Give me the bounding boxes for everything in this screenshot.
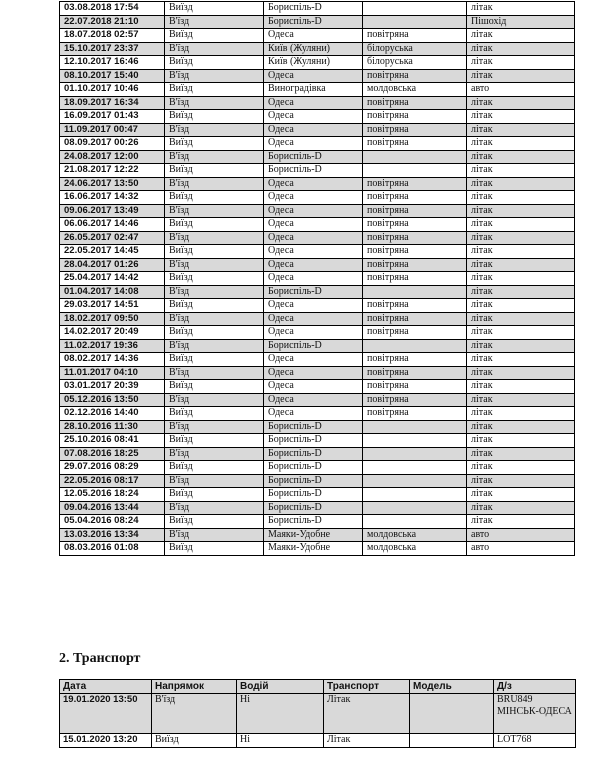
transport-direction-cell: В'їзд	[152, 694, 237, 734]
crossing-row	[60, 164, 575, 178]
crossing-direction-cell: Виїзд	[165, 56, 264, 70]
crossing-checkpoint-cell: Одеса	[264, 312, 363, 326]
crossing-datetime-cell: 21.08.2017 12:22	[60, 164, 165, 178]
crossing-row	[60, 123, 575, 137]
crossing-row	[60, 312, 575, 326]
crossing-direction-cell: В'їзд	[165, 123, 264, 137]
crossing-transport-cell: літак	[467, 420, 575, 434]
crossing-transport-cell: літак	[467, 69, 575, 83]
crossing-direction-cell: Виїзд	[165, 164, 264, 178]
transport-plate-cell: BRU849 МІНСЬК-ОДЕСА	[494, 694, 576, 734]
crossing-border-type-cell	[363, 434, 467, 448]
transport-row	[60, 734, 576, 748]
crossing-checkpoint-cell: Одеса	[264, 380, 363, 394]
crossing-checkpoint-cell: Бориспіль-D	[264, 2, 363, 16]
crossing-checkpoint-cell: Бориспіль-D	[264, 447, 363, 461]
crossing-datetime-cell: 11.02.2017 19:36	[60, 339, 165, 353]
crossing-border-type-cell	[363, 15, 467, 29]
crossing-direction-cell: Виїзд	[165, 488, 264, 502]
transport-model-cell	[410, 734, 494, 748]
crossing-row	[60, 501, 575, 515]
border-crossings-body	[60, 2, 575, 556]
crossing-datetime-cell: 13.03.2016 13:34	[60, 528, 165, 542]
crossing-row	[60, 29, 575, 43]
crossing-row	[60, 177, 575, 191]
crossing-datetime-cell: 25.04.2017 14:42	[60, 272, 165, 286]
crossing-datetime-cell: 08.10.2017 15:40	[60, 69, 165, 83]
crossing-transport-cell: літак	[467, 461, 575, 475]
crossing-datetime-cell: 02.12.2016 14:40	[60, 407, 165, 421]
crossing-border-type-cell	[363, 474, 467, 488]
crossing-row	[60, 96, 575, 110]
crossing-datetime-cell: 08.03.2016 01:08	[60, 542, 165, 556]
crossing-row	[60, 42, 575, 56]
crossing-transport-cell: літак	[467, 137, 575, 151]
crossing-transport-cell: літак	[467, 366, 575, 380]
crossing-datetime-cell: 18.09.2017 16:34	[60, 96, 165, 110]
crossing-datetime-cell: 18.07.2018 02:57	[60, 29, 165, 43]
crossing-border-type-cell	[363, 447, 467, 461]
crossing-transport-cell: літак	[467, 191, 575, 205]
transport-transport-cell: Літак	[324, 734, 410, 748]
transport-date-cell: 19.01.2020 13:50	[60, 694, 152, 734]
crossing-datetime-cell: 05.04.2016 08:24	[60, 515, 165, 529]
crossing-border-type-cell: білоруська	[363, 42, 467, 56]
transport-section-heading: 2. Транспорт	[59, 651, 141, 666]
crossing-row	[60, 83, 575, 97]
crossing-checkpoint-cell: Одеса	[264, 191, 363, 205]
crossing-direction-cell: В'їзд	[165, 258, 264, 272]
crossing-border-type-cell: повітряна	[363, 353, 467, 367]
crossing-direction-cell: Виїзд	[165, 326, 264, 340]
crossing-checkpoint-cell: Одеса	[264, 299, 363, 313]
transport-driver-cell: Ні	[237, 734, 324, 748]
crossing-transport-cell: літак	[467, 231, 575, 245]
crossing-direction-cell: В'їзд	[165, 420, 264, 434]
crossing-row	[60, 137, 575, 151]
crossing-direction-cell: Виїзд	[165, 515, 264, 529]
crossing-row	[60, 339, 575, 353]
crossing-row	[60, 461, 575, 475]
crossing-border-type-cell: повітряна	[363, 366, 467, 380]
crossing-checkpoint-cell: Одеса	[264, 272, 363, 286]
crossing-direction-cell: В'їзд	[165, 312, 264, 326]
crossing-direction-cell: Виїзд	[165, 83, 264, 97]
crossing-border-type-cell: повітряна	[363, 393, 467, 407]
crossing-direction-cell: Виїзд	[165, 245, 264, 259]
crossing-transport-cell: літак	[467, 326, 575, 340]
crossing-direction-cell: В'їзд	[165, 69, 264, 83]
crossing-row	[60, 258, 575, 272]
crossing-row	[60, 218, 575, 232]
crossing-row	[60, 447, 575, 461]
crossing-border-type-cell: повітряна	[363, 69, 467, 83]
crossing-datetime-cell: 24.08.2017 12:00	[60, 150, 165, 164]
crossing-row	[60, 326, 575, 340]
crossing-row	[60, 245, 575, 259]
crossing-border-type-cell: молдовська	[363, 528, 467, 542]
crossing-direction-cell: В'їзд	[165, 339, 264, 353]
crossing-checkpoint-cell: Бориспіль-D	[264, 150, 363, 164]
crossing-border-type-cell: повітряна	[363, 191, 467, 205]
crossing-checkpoint-cell: Маяки-Удобне	[264, 542, 363, 556]
crossing-datetime-cell: 12.05.2016 18:24	[60, 488, 165, 502]
crossing-checkpoint-cell: Бориспіль-D	[264, 15, 363, 29]
crossing-row	[60, 380, 575, 394]
crossing-row	[60, 474, 575, 488]
crossing-checkpoint-cell: Одеса	[264, 407, 363, 421]
crossing-row	[60, 434, 575, 448]
crossing-border-type-cell: білоруська	[363, 56, 467, 70]
crossing-transport-cell: літак	[467, 474, 575, 488]
crossing-transport-cell: літак	[467, 150, 575, 164]
crossing-transport-cell: літак	[467, 42, 575, 56]
crossing-datetime-cell: 25.10.2016 08:41	[60, 434, 165, 448]
crossing-checkpoint-cell: Бориспіль-D	[264, 339, 363, 353]
crossing-datetime-cell: 12.10.2017 16:46	[60, 56, 165, 70]
crossing-direction-cell: Виїзд	[165, 380, 264, 394]
transport-plate-cell: LOT768	[494, 734, 576, 748]
transport-model-cell	[410, 694, 494, 734]
crossing-row	[60, 515, 575, 529]
crossing-transport-cell: літак	[467, 2, 575, 16]
crossing-checkpoint-cell: Одеса	[264, 204, 363, 218]
crossing-transport-cell: літак	[467, 258, 575, 272]
crossing-datetime-cell: 09.04.2016 13:44	[60, 501, 165, 515]
crossing-border-type-cell	[363, 164, 467, 178]
crossing-row	[60, 191, 575, 205]
crossing-row	[60, 15, 575, 29]
crossing-row	[60, 488, 575, 502]
crossing-border-type-cell: повітряна	[363, 380, 467, 394]
crossing-transport-cell: літак	[467, 204, 575, 218]
crossing-datetime-cell: 14.02.2017 20:49	[60, 326, 165, 340]
crossing-datetime-cell: 16.09.2017 01:43	[60, 110, 165, 124]
crossing-datetime-cell: 01.04.2017 14:08	[60, 285, 165, 299]
crossing-row	[60, 407, 575, 421]
crossing-row	[60, 299, 575, 313]
crossing-direction-cell: В'їзд	[165, 447, 264, 461]
crossing-checkpoint-cell: Бориспіль-D	[264, 164, 363, 178]
crossing-direction-cell: Виїзд	[165, 29, 264, 43]
crossing-border-type-cell	[363, 488, 467, 502]
crossing-transport-cell: Пішохід	[467, 15, 575, 29]
transport-table	[59, 679, 576, 748]
crossing-datetime-cell: 03.08.2018 17:54	[60, 2, 165, 16]
crossing-direction-cell: Виїзд	[165, 407, 264, 421]
crossing-border-type-cell: повітряна	[363, 407, 467, 421]
crossing-border-type-cell	[363, 285, 467, 299]
crossing-datetime-cell: 22.05.2017 14:45	[60, 245, 165, 259]
crossing-border-type-cell	[363, 461, 467, 475]
crossing-transport-cell: літак	[467, 353, 575, 367]
crossing-direction-cell: Виїзд	[165, 434, 264, 448]
crossing-transport-cell: літак	[467, 272, 575, 286]
crossing-row	[60, 2, 575, 16]
crossing-border-type-cell: повітряна	[363, 326, 467, 340]
crossing-direction-cell: В'їзд	[165, 204, 264, 218]
crossing-checkpoint-cell: Одеса	[264, 366, 363, 380]
crossing-border-type-cell: повітряна	[363, 245, 467, 259]
crossing-datetime-cell: 15.10.2017 23:37	[60, 42, 165, 56]
crossing-datetime-cell: 07.08.2016 18:25	[60, 447, 165, 461]
crossing-transport-cell: авто	[467, 542, 575, 556]
crossing-checkpoint-cell: Бориспіль-D	[264, 434, 363, 448]
crossing-datetime-cell: 28.10.2016 11:30	[60, 420, 165, 434]
transport-header-row	[60, 680, 576, 694]
crossing-transport-cell: літак	[467, 245, 575, 259]
crossing-row	[60, 150, 575, 164]
crossing-datetime-cell: 03.01.2017 20:39	[60, 380, 165, 394]
crossing-datetime-cell: 01.10.2017 10:46	[60, 83, 165, 97]
crossing-checkpoint-cell: Одеса	[264, 231, 363, 245]
crossing-transport-cell: літак	[467, 29, 575, 43]
crossing-direction-cell: В'їзд	[165, 150, 264, 164]
crossing-checkpoint-cell: Одеса	[264, 69, 363, 83]
crossing-checkpoint-cell: Одеса	[264, 29, 363, 43]
crossing-datetime-cell: 16.06.2017 14:32	[60, 191, 165, 205]
crossing-checkpoint-cell: Одеса	[264, 393, 363, 407]
crossing-row	[60, 69, 575, 83]
crossing-direction-cell: В'їзд	[165, 366, 264, 380]
crossing-border-type-cell: повітряна	[363, 204, 467, 218]
crossing-transport-cell: літак	[467, 96, 575, 110]
crossing-checkpoint-cell: Київ (Жуляни)	[264, 42, 363, 56]
crossing-direction-cell: Виїзд	[165, 218, 264, 232]
crossing-row	[60, 366, 575, 380]
crossing-checkpoint-cell: Одеса	[264, 326, 363, 340]
crossing-datetime-cell: 06.06.2017 14:46	[60, 218, 165, 232]
crossing-border-type-cell	[363, 2, 467, 16]
crossing-border-type-cell: повітряна	[363, 272, 467, 286]
crossing-checkpoint-cell: Бориспіль-D	[264, 285, 363, 299]
crossing-row	[60, 56, 575, 70]
crossing-datetime-cell: 22.07.2018 21:10	[60, 15, 165, 29]
crossing-checkpoint-cell: Бориспіль-D	[264, 420, 363, 434]
crossing-datetime-cell: 26.05.2017 02:47	[60, 231, 165, 245]
crossing-checkpoint-cell: Одеса	[264, 245, 363, 259]
crossing-datetime-cell: 24.06.2017 13:50	[60, 177, 165, 191]
crossing-checkpoint-cell: Одеса	[264, 96, 363, 110]
crossing-datetime-cell: 08.09.2017 00:26	[60, 137, 165, 151]
crossing-border-type-cell: повітряна	[363, 312, 467, 326]
crossing-datetime-cell: 22.05.2016 08:17	[60, 474, 165, 488]
header-direction: Напрямок	[152, 680, 237, 694]
crossing-border-type-cell	[363, 515, 467, 529]
crossing-direction-cell: Виїзд	[165, 110, 264, 124]
crossing-checkpoint-cell: Бориспіль-D	[264, 515, 363, 529]
crossing-datetime-cell: 05.12.2016 13:50	[60, 393, 165, 407]
crossing-direction-cell: Виїзд	[165, 461, 264, 475]
crossing-checkpoint-cell: Одеса	[264, 137, 363, 151]
crossing-transport-cell: літак	[467, 218, 575, 232]
crossing-direction-cell: Виїзд	[165, 137, 264, 151]
crossing-border-type-cell: повітряна	[363, 96, 467, 110]
crossing-row	[60, 204, 575, 218]
crossing-border-type-cell: повітряна	[363, 137, 467, 151]
crossing-border-type-cell	[363, 339, 467, 353]
crossing-direction-cell: В'їзд	[165, 96, 264, 110]
transport-date-cell: 15.01.2020 13:20	[60, 734, 152, 748]
crossing-checkpoint-cell: Одеса	[264, 218, 363, 232]
header-model: Модель	[410, 680, 494, 694]
crossing-direction-cell: В'їзд	[165, 474, 264, 488]
crossing-direction-cell: В'їзд	[165, 501, 264, 515]
border-crossings-table	[59, 1, 575, 556]
crossing-checkpoint-cell: Бориспіль-D	[264, 474, 363, 488]
crossing-checkpoint-cell: Київ (Жуляни)	[264, 56, 363, 70]
crossing-datetime-cell: 09.06.2017 13:49	[60, 204, 165, 218]
crossing-checkpoint-cell: Маяки-Удобне	[264, 528, 363, 542]
crossing-direction-cell: В'їзд	[165, 528, 264, 542]
crossing-checkpoint-cell: Одеса	[264, 353, 363, 367]
crossing-checkpoint-cell: Бориспіль-D	[264, 501, 363, 515]
crossing-direction-cell: Виїзд	[165, 191, 264, 205]
crossing-transport-cell: літак	[467, 434, 575, 448]
crossing-row	[60, 420, 575, 434]
transport-direction-cell: Виїзд	[152, 734, 237, 748]
crossing-checkpoint-cell: Виноградівка	[264, 83, 363, 97]
crossing-transport-cell: літак	[467, 123, 575, 137]
crossing-transport-cell: літак	[467, 312, 575, 326]
crossing-transport-cell: літак	[467, 501, 575, 515]
crossing-direction-cell: В'їзд	[165, 231, 264, 245]
crossing-datetime-cell: 11.09.2017 00:47	[60, 123, 165, 137]
crossing-border-type-cell	[363, 501, 467, 515]
crossing-transport-cell: літак	[467, 56, 575, 70]
crossing-transport-cell: літак	[467, 299, 575, 313]
crossing-direction-cell: Виїзд	[165, 272, 264, 286]
crossing-checkpoint-cell: Одеса	[264, 177, 363, 191]
crossing-direction-cell: Виїзд	[165, 299, 264, 313]
crossing-border-type-cell: повітряна	[363, 110, 467, 124]
crossing-border-type-cell: повітряна	[363, 258, 467, 272]
crossing-datetime-cell: 28.04.2017 01:26	[60, 258, 165, 272]
crossing-border-type-cell: повітряна	[363, 218, 467, 232]
header-transport: Транспорт	[324, 680, 410, 694]
crossing-datetime-cell: 18.02.2017 09:50	[60, 312, 165, 326]
crossing-transport-cell: літак	[467, 515, 575, 529]
crossing-row	[60, 393, 575, 407]
crossing-transport-cell: літак	[467, 110, 575, 124]
crossing-transport-cell: літак	[467, 339, 575, 353]
crossing-row	[60, 353, 575, 367]
crossing-checkpoint-cell: Бориспіль-D	[264, 461, 363, 475]
crossing-row	[60, 110, 575, 124]
header-driver: Водій	[237, 680, 324, 694]
crossing-transport-cell: літак	[467, 285, 575, 299]
crossing-border-type-cell: повітряна	[363, 29, 467, 43]
crossing-border-type-cell: молдовська	[363, 542, 467, 556]
crossing-direction-cell: В'їзд	[165, 42, 264, 56]
transport-transport-cell: Літак	[324, 694, 410, 734]
crossing-direction-cell: В'їзд	[165, 15, 264, 29]
crossing-border-type-cell: молдовська	[363, 83, 467, 97]
crossing-transport-cell: авто	[467, 83, 575, 97]
crossing-datetime-cell: 29.03.2017 14:51	[60, 299, 165, 313]
crossing-direction-cell: Виїзд	[165, 542, 264, 556]
transport-driver-cell: Ні	[237, 694, 324, 734]
crossing-direction-cell: Виїзд	[165, 2, 264, 16]
crossing-row	[60, 231, 575, 245]
crossing-border-type-cell: повітряна	[363, 123, 467, 137]
crossing-transport-cell: літак	[467, 393, 575, 407]
crossing-direction-cell: В'їзд	[165, 177, 264, 191]
crossing-checkpoint-cell: Одеса	[264, 258, 363, 272]
crossing-border-type-cell: повітряна	[363, 177, 467, 191]
crossing-datetime-cell: 08.02.2017 14:36	[60, 353, 165, 367]
crossing-transport-cell: літак	[467, 164, 575, 178]
crossing-checkpoint-cell: Одеса	[264, 110, 363, 124]
crossing-checkpoint-cell: Одеса	[264, 123, 363, 137]
crossing-border-type-cell	[363, 150, 467, 164]
crossing-row	[60, 528, 575, 542]
crossing-datetime-cell: 29.07.2016 08:29	[60, 461, 165, 475]
crossing-row	[60, 542, 575, 556]
header-date: Дата	[60, 680, 152, 694]
transport-row	[60, 694, 576, 734]
crossing-border-type-cell: повітряна	[363, 299, 467, 313]
crossing-direction-cell: Виїзд	[165, 353, 264, 367]
crossing-transport-cell: літак	[467, 380, 575, 394]
crossing-transport-cell: літак	[467, 488, 575, 502]
crossing-transport-cell: авто	[467, 528, 575, 542]
crossing-transport-cell: літак	[467, 177, 575, 191]
crossing-checkpoint-cell: Бориспіль-D	[264, 488, 363, 502]
crossing-direction-cell: В'їзд	[165, 393, 264, 407]
crossing-transport-cell: літак	[467, 407, 575, 421]
crossing-row	[60, 272, 575, 286]
crossing-transport-cell: літак	[467, 447, 575, 461]
header-plate: Д/з	[494, 680, 576, 694]
crossing-datetime-cell: 11.01.2017 04:10	[60, 366, 165, 380]
crossing-row	[60, 285, 575, 299]
crossing-border-type-cell: повітряна	[363, 231, 467, 245]
crossing-border-type-cell	[363, 420, 467, 434]
crossing-direction-cell: В'їзд	[165, 285, 264, 299]
